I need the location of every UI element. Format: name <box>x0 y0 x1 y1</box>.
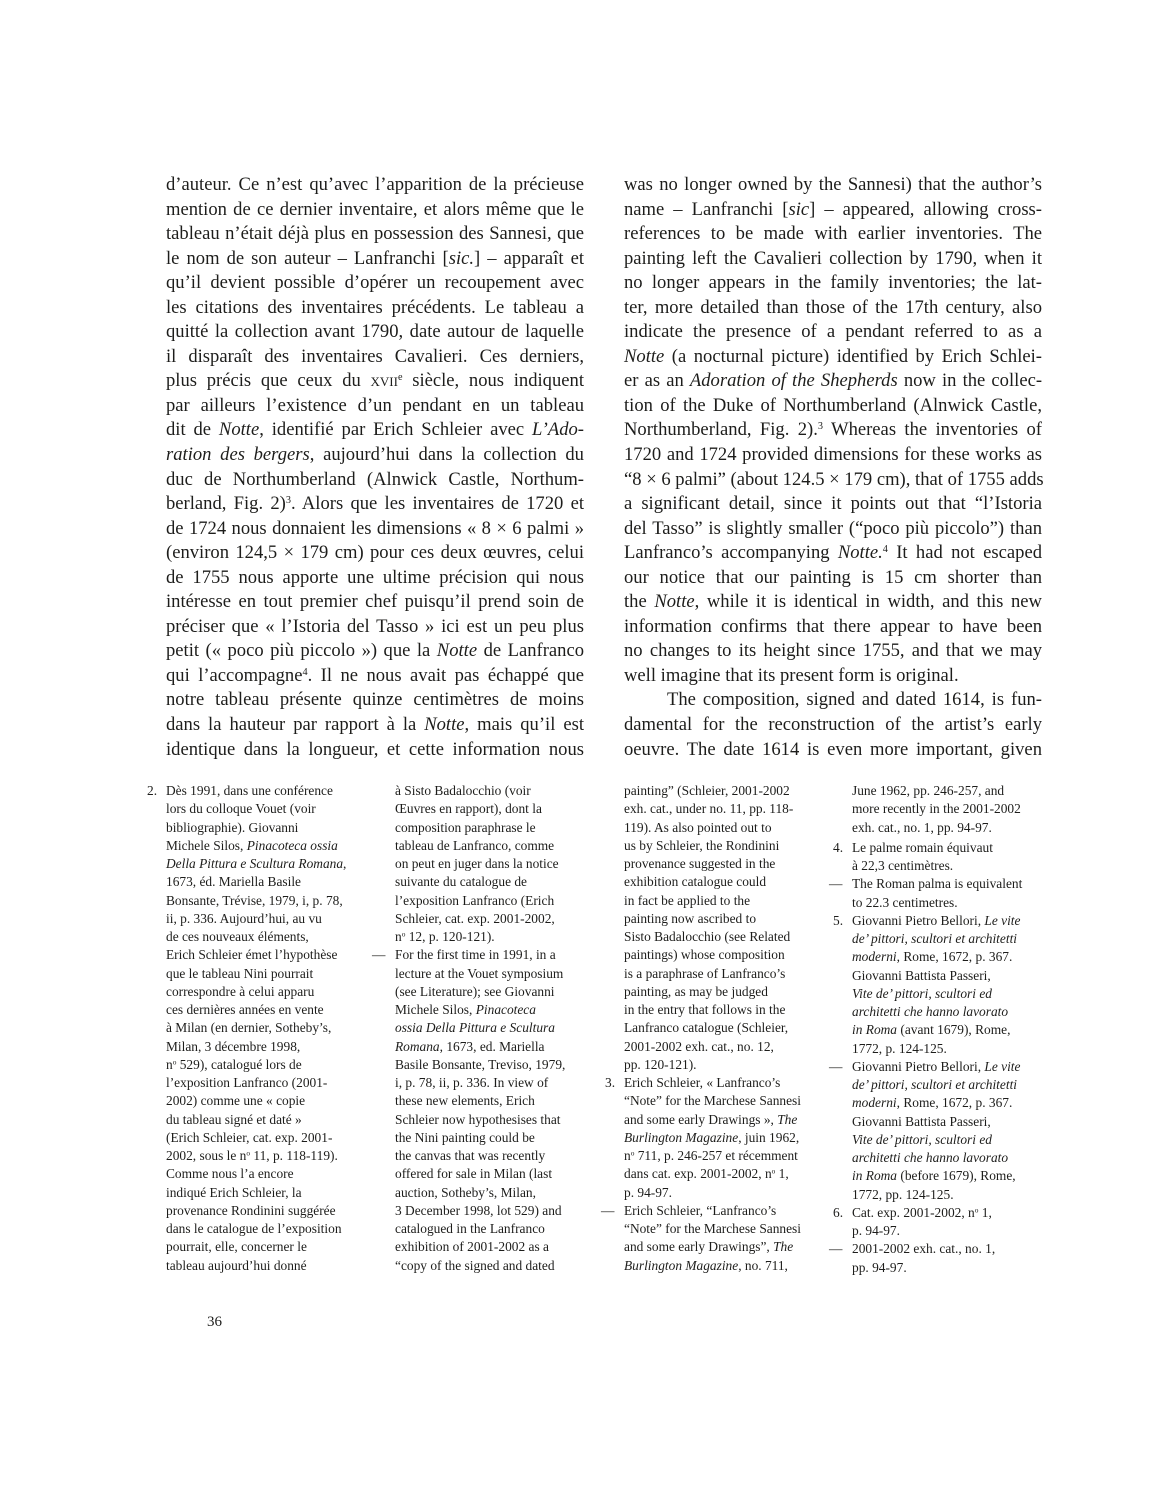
footnote-2-en-continued: painting” (Schleier, 2001-2002 exh. cat., under no. 11, pp. 118- 119). As also pointed out to us by Schleier, the Rondinini provenance suggested in the exhibition catalogue could in fact be applied to the painting now ascribed to Sisto Badalocchio (see Related paintings) whose composition is a paraphrase of Lanfranco’s painting, as may be judged in the entry that follows in the Lanfranco catalogue (Schleier, 2001-2002 exh. cat., no. 12, pp. 120-121). <box>624 783 794 1072</box>
translation-dash: — <box>601 1202 615 1218</box>
body-line: les citations des inventaires précédents. Le tableau a <box>166 296 584 318</box>
page-number: 36 <box>207 1314 222 1330</box>
footnotes-column-1 <box>147 782 381 1275</box>
body-line: qui l’accompagne$^4$. Il ne nous avait pas échappé que <box>166 664 585 686</box>
body-line: ration des bergers, aujourd’hui dans la collection du <box>166 444 584 466</box>
footnotes-column-2 <box>372 782 610 1275</box>
footnote-2-en: — For the first time in 1991, in a lecture at the Vouet symposium (see Literature); see Giovanni Michele Silos, Pinacoteca ossia Della Pittura e Scultura Romana, 1673, ed. Mariella Basile Bonsante, Treviso, 1979, i, p. 78, ii, p. 336. In view of these new elements, Erich Schleier now hypothesises that the Nini painting could be the canvas that was recently offered for sale in Milan (last auction, Sotheby’s, Milan, 3 December 1998, lot 529) and catalogued in the Lanfranco exhibition of 2001-2002 as a “copy of the signed and dated <box>372 947 566 1273</box>
body-line: oeuvre. The date 1614 is even more important, given <box>624 738 1042 760</box>
body-line: il disparaît des inventaires Cavalieri. Ces derniers, <box>166 345 584 367</box>
body-line: ter, more detailed than those of the 17th century, also <box>624 296 1042 318</box>
body-line: intéresse en tout premier chef puisqu’il prend soin de <box>166 591 584 613</box>
body-line: duc de Northumberland (Alnwick Castle, Northum- <box>166 468 584 490</box>
body-line: references to be made with earlier inventories. The <box>624 223 1042 245</box>
paragraph-start-line: The composition, signed and dated 1614, is fun- <box>667 689 1042 711</box>
body-line: identique dans la longueur, et cette information nous <box>166 738 584 760</box>
body-line: dans la hauteur par rapport à la Notte, mais qu’il est <box>166 714 585 736</box>
body-line: de 1724 nous donnaient les dimensions « 8 × 6 palmi » <box>166 517 584 539</box>
body-line: berland, Fig. 2)$^3$. Alors que les inventaires de 1720 et <box>166 493 584 515</box>
footnote-6-fr: 6. Cat. exp. 2001-2002, $n^o$ 1, p. 94-97. <box>833 1204 992 1238</box>
body-line: tion of the Duke of Northumberland (Alnwick Castle, <box>624 394 1042 416</box>
footnotes-column-4 <box>829 782 1067 1277</box>
body-line: damental for the reconstruction of the artist’s early <box>624 714 1042 736</box>
footnote-2-fr-continued: à Sisto Badalocchio (voir Œuvres en rapport), dont la composition paraphrase le tableau de Lanfranco, comme on peut en juger dans la notice suivante du catalogue de l’exposition Lanfranco (Erich Schleier, cat. exp. 2001-2002, $n^o$ 12, p. 120-121). <box>395 783 559 944</box>
translation-dash: — <box>829 876 843 892</box>
footnote-ref-3: 3 <box>817 421 823 433</box>
body-line: d’auteur. Ce n’est qu’avec l’apparition de la précieuse <box>166 174 584 195</box>
footnote-number: 2. <box>147 783 158 798</box>
body-line: painting left the Cavalieri collection by 1790, when it <box>624 247 1042 269</box>
footnote-number: 4. <box>833 839 844 855</box>
body-line: our notice that our painting is 15 cm shorter than <box>624 566 1042 588</box>
footnote-3-en-continued: June 1962, pp. 246-257, and more recently in the 2001-2002 exh. cat., no. 1, pp. 94-97. <box>852 783 1021 835</box>
body-line: qu’il devient possible d’opérer un recoupement avec <box>166 272 584 294</box>
body-line: a significant detail, since it points out that “l’Istoria <box>624 493 1042 515</box>
body-line: tableau n’était déjà plus en possession des Sannesi, que <box>166 223 584 245</box>
body-line: Lanfranco’s accompanying Notte.$^4$ It had not escaped <box>624 542 1042 564</box>
body-line: le nom de son auteur – Lanfranchi [sic.] – apparaît et <box>166 247 584 269</box>
body-line: (environ 124,5 × 179 cm) pour ces deux œuvres, celui <box>166 542 584 564</box>
body-line: name – Lanfranchi [sic] – appeared, allowing cross- <box>624 198 1042 220</box>
body-line: de 1755 nous apporte une ultime précision qui nous <box>166 566 584 588</box>
body-line: indicate the presence of a pendant referred to as a <box>624 321 1042 343</box>
footnote-number: 3. <box>605 1075 616 1090</box>
body-line: plus précis que ceux du xvii$^e$ siècle, nous indiquent <box>166 370 584 392</box>
footnote-ref-4: 4 <box>882 544 888 556</box>
body-line: petit (« poco più piccolo ») que la Notte de Lanfranco <box>166 640 584 662</box>
footnote-3-en: — Erich Schleier, “Lanfranco’s “Note” for the Marchese Sannesi and some early Drawings”, The Burlington Magazine, no. 711, <box>601 1202 801 1273</box>
body-line: no changes to its height since 1755, and that we may <box>624 640 1042 662</box>
footnote-2-fr: 2. Dès 1991, dans une conférence lors du colloque Vouet (voir bibliographie). Giovanni Michele Silos, Pinacoteca ossia Della Pittura e Scultura Romana, 1673, éd. Mariella Basile Bonsante, Trévise, 1979, i, p. 78, ii, p. 336. Aujourd’hui, au vu de ces nouveaux éléments, Erich Schleier émet l’hypothèse que le tableau Nini pourrait correspondre à celui apparu ces dernières années en vente à Milan (en dernier, Sotheby’s, Milan, 3 décembre 1998, $n^o$ 529), catalogué lors de l’exposition Lanfranco (2001- 2002) comme une « copie du tableau signé et daté » (Erich Schleier, cat. exp. 2001- 2002, sous le $n^o$ 11, p. 118-119). Comme nous l’a encore indiqué Erich Schleier, la provenance Rondinini suggérée dans le catalogue de l’exposition pourrait, elle, concerner le tableau aujourd’hui donné <box>147 783 347 1273</box>
translation-dash: — <box>829 1241 843 1257</box>
footnote-4-fr: 4. Le palme romain équivaut à 22,3 centimètres. <box>833 839 993 873</box>
body-line: préciser que « l’Istoria del Tasso » ici est un peu plus <box>166 615 584 637</box>
translation-dash: — <box>372 947 386 963</box>
footnote-5-en: — Giovanni Pietro Bellori, Le vite de’ pittori, scultori et architetti moderni, Rome, 1672, p. 367. Giovanni Battista Passeri, Vite de’ pittori, scultori ed architetti che hanno lavorato in Roma (before 1679), Rome, 1772, pp. 124-125. <box>829 1058 1021 1202</box>
footnote-6-en: — 2001-2002 exh. cat., no. 1, pp. 94-97. <box>829 1241 996 1275</box>
body-line: notre tableau présente quinze centimètres de moins <box>166 689 584 711</box>
body-line: del Tasso” is slightly smaller (“poco più piccolo”) than <box>624 517 1042 539</box>
body-line: Northumberland, Fig. 2).$^3$ Whereas the inventories of <box>624 419 1042 441</box>
translation-dash: — <box>829 1058 843 1074</box>
body-line: well imagine that its present form is original. <box>624 664 959 686</box>
body-line: quitté la collection avant 1790, date autour de laquelle <box>166 321 584 343</box>
footnote-number: 5. <box>833 912 844 928</box>
footnote-ref-4: 4 <box>302 666 308 678</box>
footnote-5-fr: 5. Giovanni Pietro Bellori, Le vite de’ pittori, scultori et architetti moderni, Rome, 1672, p. 367. Giovanni Battista Passeri, Vite de’ pittori, scultori ed architetti che hanno lavorato in Roma (avant 1679), Rome, 1772, p. 124-125. <box>833 912 1021 1056</box>
body-line: Notte (a nocturnal picture) identified by Erich Schlei- <box>624 345 1042 367</box>
footnote-3-fr: 3. Erich Schleier, « Lanfranco’s “Note” for the Marchese Sannesi and some early Drawings », The Burlington Magazine, juin 1962, $n^o$ 711, p. 246-257 et récemment dans cat. exp. 2001-2002, $n^o$ 1, p. 94-97. <box>605 1075 801 1200</box>
body-line: no longer appears in the family inventories; the lat- <box>624 272 1042 294</box>
footnote-number: 6. <box>833 1204 844 1220</box>
body-line: dit de Notte, identifié par Erich Schleier avec L’Ado- <box>166 419 584 441</box>
footnote-4-en: — The Roman palma is equivalent to 22.3 centimetres. <box>829 876 1023 910</box>
body-column-french <box>166 173 584 762</box>
body-column-english <box>624 173 1042 762</box>
footnote-ref-3: 3 <box>285 494 291 506</box>
body-line: 1720 and 1724 provided dimensions for these works as <box>624 444 1042 466</box>
body-line: par ailleurs l’existence d’un pendant en un tableau <box>166 394 584 416</box>
body-line: mention de ce dernier inventaire, et alors même que le <box>166 198 584 220</box>
body-line: “8 × 6 palmi” (about 124.5 × 179 cm), that of 1755 adds <box>624 468 1044 490</box>
body-line: er as an Adoration of the Shepherds now in the collec- <box>624 370 1043 392</box>
body-line: information confirms that there appear to have been <box>624 615 1042 637</box>
body-line: the Notte, while it is identical in width, and this new <box>624 591 1042 613</box>
footnotes-column-3 <box>601 782 839 1275</box>
body-line: was no longer owned by the Sannesi) that the author’s <box>624 174 1042 195</box>
